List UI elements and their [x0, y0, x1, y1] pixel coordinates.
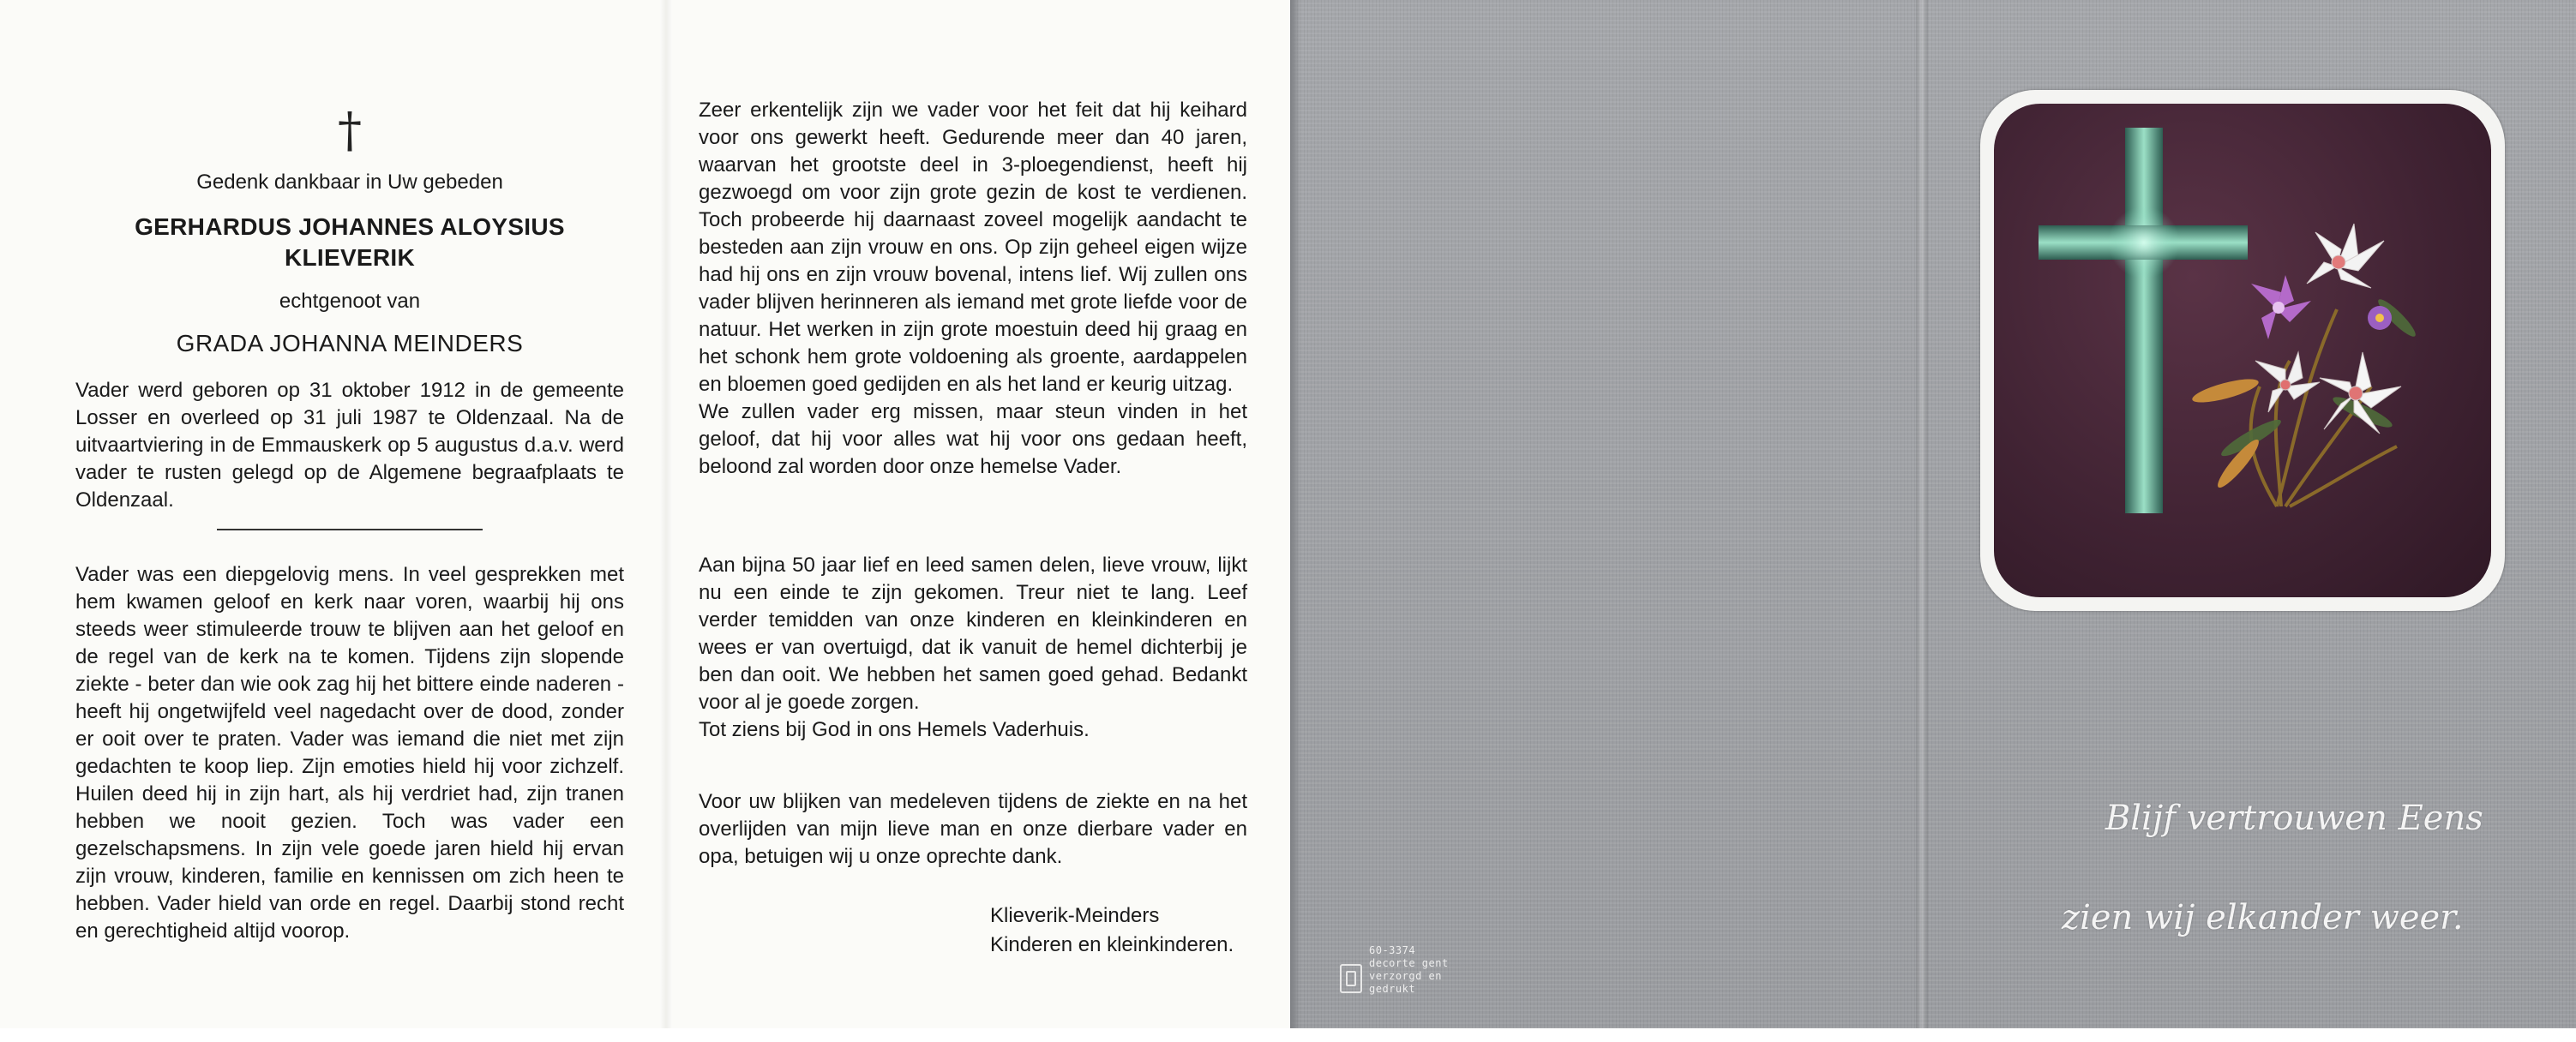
- relation-line: echtgenoot van: [279, 290, 421, 313]
- thanks-paragraph: Voor uw blijken van medeleven tijdens de ziekte en na het overlijden van mijn lieve man en onze dierbare vader en opa, betuigen wij u onze oprechte dank.: [699, 790, 1247, 868]
- cross-icon: [2039, 128, 2248, 513]
- lily-bouquet-icon: [2190, 224, 2419, 506]
- cross-picture-svg: [1994, 104, 2491, 597]
- inner-spread: [0, 0, 1290, 1028]
- cover-crease: [1916, 0, 1928, 1028]
- cover-edge: [1290, 0, 1300, 1028]
- printer-logo-icon: [1340, 964, 1362, 993]
- printer-imprint: [1369, 944, 1489, 996]
- intro-line: Gedenk dankbaar in Uw gebeden: [196, 171, 503, 194]
- deceased-name-line2: KLIEVERIK: [284, 244, 416, 271]
- cross-and-lilies-picture: [1994, 104, 2491, 597]
- printer-code: 60-3374: [1369, 944, 1416, 956]
- character-paragraph: Vader was een diepgelovig mens. In veel gesprekken met hem kwamen geloof en kerk naar voren, waarbij hij ons steeds weer stimuleerde trouw te blijven aan het geloof en de regel van de kerk na te komen. Tijdens zijn slopende ziekte - beter dan wie ook zag hij het bittere einde naderen - heeft hij ongetwijfeld veel nagedacht over de dood, zonder er ooit over te praten. Vader was iemand die niet met zijn gedachten te koop liep. Zijn emoties hield hij voor zichzelf. Huilen deed hij in zijn hart, als hij verdriet had, zijn tranen hebben we nooit gezien. Toch was vader een gezelschapsmens. In zijn vele goede jaren hield hij ervan zijn vrouw, kinderen, familie en kennissen om zich heen te hebben. Vader hield van orde en regel. Daarbij stond recht en gerechtigheid altijd voorop.: [75, 563, 624, 943]
- deceased-name-line1: GERHARDUS JOHANNES ALOYSIUS: [135, 213, 565, 240]
- cover-spread: [1290, 0, 2576, 1028]
- fold-shadow: [660, 0, 672, 1028]
- motto-text: [2062, 744, 2483, 1042]
- biography-paragraph: Vader werd geboren op 31 oktober 1912 in de gemeente Losser en overleed op 31 juli 1987 te Oldenzaal. Na de uitvaartviering in de Emmauskerk op 5 augustus d.a.v. werd vader te rusten gelegd op de Algemene begraafplaats te Oldenzaal.: [75, 379, 624, 512]
- cross-icon: †: [338, 103, 362, 159]
- divider-rule: [217, 529, 483, 530]
- printer-note: verzorgd en gedrukt: [1369, 970, 1442, 995]
- signature-line2: Kinderen en kleinkinderen.: [990, 933, 1234, 956]
- motto-line2: zien wij elkander weer.: [2062, 898, 2464, 937]
- picture-frame: [1980, 90, 2505, 611]
- motto-line1: Blijf vertrouwen Eens: [2105, 799, 2483, 838]
- printer-name: decorte gent: [1369, 957, 1449, 969]
- gratitude-paragraph: Zeer erkentelijk zijn we vader voor het feit dat hij keihard voor ons gewerkt heeft. Gedurende meer dan 40 jaren, waarvan het grootste deel in 3-ploegendienst, heeft hij gezwoegd om voor zijn grote gezin de kost te verdienen. Toch probeerde hij daarnaast zoveel mogelijk aandacht te besteden aan zijn vrouw en ons. Op zijn geheel eigen wijze had hij ons en zijn vrouw bovenal, intens lief. Wij zullen ons vader blijven herinneren als iemand met grote liefde voor de natuur. Het werken in zijn grote moestuin deed hij graag en het schonk hem grote voldoening als groente, aardappelen en bloemen goed gedijden en als het land er keurig uitzag. We zullen vader erg missen, maar steun vinden in het geloof, dat hij voor alles wat hij voor ons gedaan heeft, beloond zal worden door onze hemelse Vader.: [699, 99, 1247, 478]
- signature-line1: Klieverik-Meinders: [990, 904, 1160, 927]
- farewell-paragraph: Aan bijna 50 jaar lief en leed samen delen, lieve vrouw, lijkt nu een einde te zijn gekomen. Treur niet te lang. Leef verder temidden van onze kinderen en kleinkinderen en wees er van overtuigd, dat ik vanuit de hemel dichterbij je ben dan ooit. We hebben het samen goed gehad. Bedankt voor al je goede zorgen. Tot ziens bij God in ons Hemels Vaderhuis.: [699, 554, 1247, 741]
- spouse-name: GRADA JOHANNA MEINDERS: [176, 330, 524, 356]
